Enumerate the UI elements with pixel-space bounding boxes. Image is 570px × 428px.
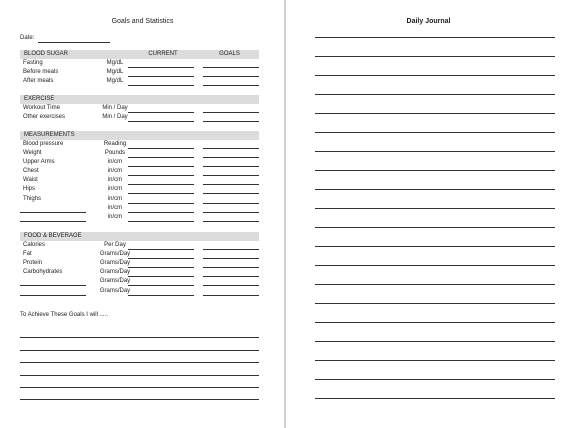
stat-row bbox=[20, 204, 259, 213]
row-unit: in/cm bbox=[107, 196, 123, 202]
journal-line[interactable] bbox=[315, 341, 555, 342]
stat-row bbox=[20, 167, 259, 176]
row-label: Fat bbox=[23, 251, 32, 257]
journal-line[interactable] bbox=[315, 37, 555, 38]
goal-plan-line[interactable] bbox=[20, 362, 259, 363]
stat-row bbox=[20, 277, 259, 286]
row-label: Carbohydrates bbox=[23, 269, 63, 275]
section-header-food-beverage bbox=[20, 232, 259, 241]
stat-row bbox=[20, 195, 259, 204]
stat-row bbox=[20, 250, 259, 259]
date-field-line[interactable] bbox=[38, 42, 110, 43]
row-unit: Grams/Day bbox=[99, 260, 131, 266]
section-title: EXERCISE bbox=[24, 96, 55, 102]
current-field-line[interactable] bbox=[128, 295, 194, 296]
journal-line[interactable] bbox=[315, 379, 555, 380]
row-unit: Grams/Day bbox=[99, 278, 131, 284]
journal-line[interactable] bbox=[315, 246, 555, 247]
stat-row bbox=[20, 104, 259, 113]
stat-row bbox=[20, 241, 259, 250]
row-unit: in/cm bbox=[107, 168, 123, 174]
custom-label-line[interactable] bbox=[20, 221, 86, 222]
row-label: Protein bbox=[23, 260, 43, 266]
current-field-line[interactable] bbox=[128, 285, 194, 286]
row-unit: in/cm bbox=[107, 214, 123, 220]
stat-row bbox=[20, 140, 259, 149]
row-unit: Grams/Day bbox=[99, 251, 131, 257]
journal-line[interactable] bbox=[315, 265, 555, 266]
custom-label-line[interactable] bbox=[20, 295, 86, 296]
journal-line[interactable] bbox=[315, 56, 555, 57]
row-unit: in/cm bbox=[107, 186, 123, 192]
goal-plan-line[interactable] bbox=[20, 375, 259, 376]
stat-row bbox=[20, 176, 259, 185]
row-unit: in/cm bbox=[107, 159, 123, 165]
stat-row bbox=[20, 185, 259, 194]
goal-field-line[interactable] bbox=[203, 85, 259, 86]
journal-line[interactable] bbox=[315, 360, 555, 361]
stat-row bbox=[20, 287, 259, 296]
row-label: Thighs bbox=[23, 196, 42, 202]
journal-line[interactable] bbox=[315, 398, 555, 399]
journal-line[interactable] bbox=[315, 322, 555, 323]
row-unit: in/cm bbox=[107, 205, 123, 211]
journal-line[interactable] bbox=[315, 189, 555, 190]
row-label: Calories bbox=[23, 242, 46, 248]
goal-field-line[interactable] bbox=[203, 121, 259, 122]
row-label: Blood pressure bbox=[23, 141, 64, 147]
column-header-goals: GOALS bbox=[219, 51, 240, 57]
row-unit: Pounds bbox=[104, 150, 126, 156]
row-unit: Reading bbox=[103, 141, 127, 147]
section-header-measurements bbox=[20, 131, 259, 140]
row-unit: Min / Day bbox=[102, 105, 128, 111]
page-title: Goals and Statistics bbox=[111, 18, 174, 25]
goal-field-line[interactable] bbox=[203, 193, 259, 194]
stat-row bbox=[20, 158, 259, 167]
journal-line[interactable] bbox=[315, 151, 555, 152]
row-unit: Grams/Day bbox=[99, 269, 131, 275]
stat-row bbox=[20, 268, 259, 277]
row-unit: Mg/dL bbox=[106, 60, 124, 66]
goal-plan-line[interactable] bbox=[20, 399, 259, 400]
journal-line[interactable] bbox=[315, 208, 555, 209]
goal-field-line[interactable] bbox=[203, 285, 259, 286]
row-unit: Per Day bbox=[104, 242, 126, 248]
row-label: Weight bbox=[23, 150, 42, 156]
goal-field-line[interactable] bbox=[203, 221, 259, 222]
journal-line[interactable] bbox=[315, 227, 555, 228]
goal-plan-line[interactable] bbox=[20, 350, 259, 351]
journal-line[interactable] bbox=[315, 132, 555, 133]
stat-row bbox=[20, 213, 259, 222]
row-label: Fasting bbox=[23, 60, 43, 66]
stat-row bbox=[20, 59, 259, 68]
row-label: Hips bbox=[23, 186, 36, 192]
journal-line[interactable] bbox=[315, 113, 555, 114]
column-header-current: CURRENT bbox=[148, 51, 178, 57]
row-unit: Mg/dL bbox=[106, 78, 124, 84]
row-unit: Min / Day bbox=[102, 114, 128, 120]
row-label: Chest bbox=[23, 168, 39, 174]
current-field-line[interactable] bbox=[128, 85, 194, 86]
row-unit: in/cm bbox=[107, 177, 123, 183]
goal-plan-line[interactable] bbox=[20, 337, 259, 338]
journal-line[interactable] bbox=[315, 284, 555, 285]
page-title: Daily Journal bbox=[406, 18, 451, 25]
journal-line[interactable] bbox=[315, 75, 555, 76]
current-field-line[interactable] bbox=[128, 221, 194, 222]
row-label: Workout Time bbox=[23, 105, 60, 111]
date-label: Date: bbox=[20, 35, 35, 41]
row-label: Waist bbox=[23, 177, 38, 183]
journal-line[interactable] bbox=[315, 303, 555, 304]
current-field-line[interactable] bbox=[128, 121, 194, 122]
achieve-goals-label: To Achieve These Goals I will ..... bbox=[20, 312, 108, 318]
section-title: BLOOD SUGAR bbox=[24, 51, 69, 57]
row-label: After meals bbox=[23, 78, 54, 84]
current-field-line[interactable] bbox=[128, 193, 194, 194]
row-label: Before meals bbox=[23, 69, 59, 75]
stat-row bbox=[20, 77, 259, 86]
goal-field-line[interactable] bbox=[203, 295, 259, 296]
section-title: MEASUREMENTS bbox=[24, 132, 75, 138]
stat-row bbox=[20, 149, 259, 158]
row-label: Other exercises bbox=[23, 114, 66, 120]
journal-page bbox=[286, 0, 570, 428]
stat-row bbox=[20, 68, 259, 77]
section-header-exercise bbox=[20, 95, 259, 104]
row-label: Upper Arms bbox=[23, 159, 55, 165]
section-title: FOOD & BEVERAGE bbox=[24, 233, 82, 239]
goal-plan-line[interactable] bbox=[20, 387, 259, 388]
row-unit: Grams/Day bbox=[99, 288, 131, 294]
journal-line[interactable] bbox=[315, 170, 555, 171]
section-header-blood-sugar bbox=[20, 50, 259, 59]
custom-label-line[interactable] bbox=[20, 285, 86, 286]
stat-row bbox=[20, 113, 259, 122]
stat-row bbox=[20, 259, 259, 268]
row-unit: Mg/dL bbox=[106, 69, 124, 75]
journal-line[interactable] bbox=[315, 94, 555, 95]
